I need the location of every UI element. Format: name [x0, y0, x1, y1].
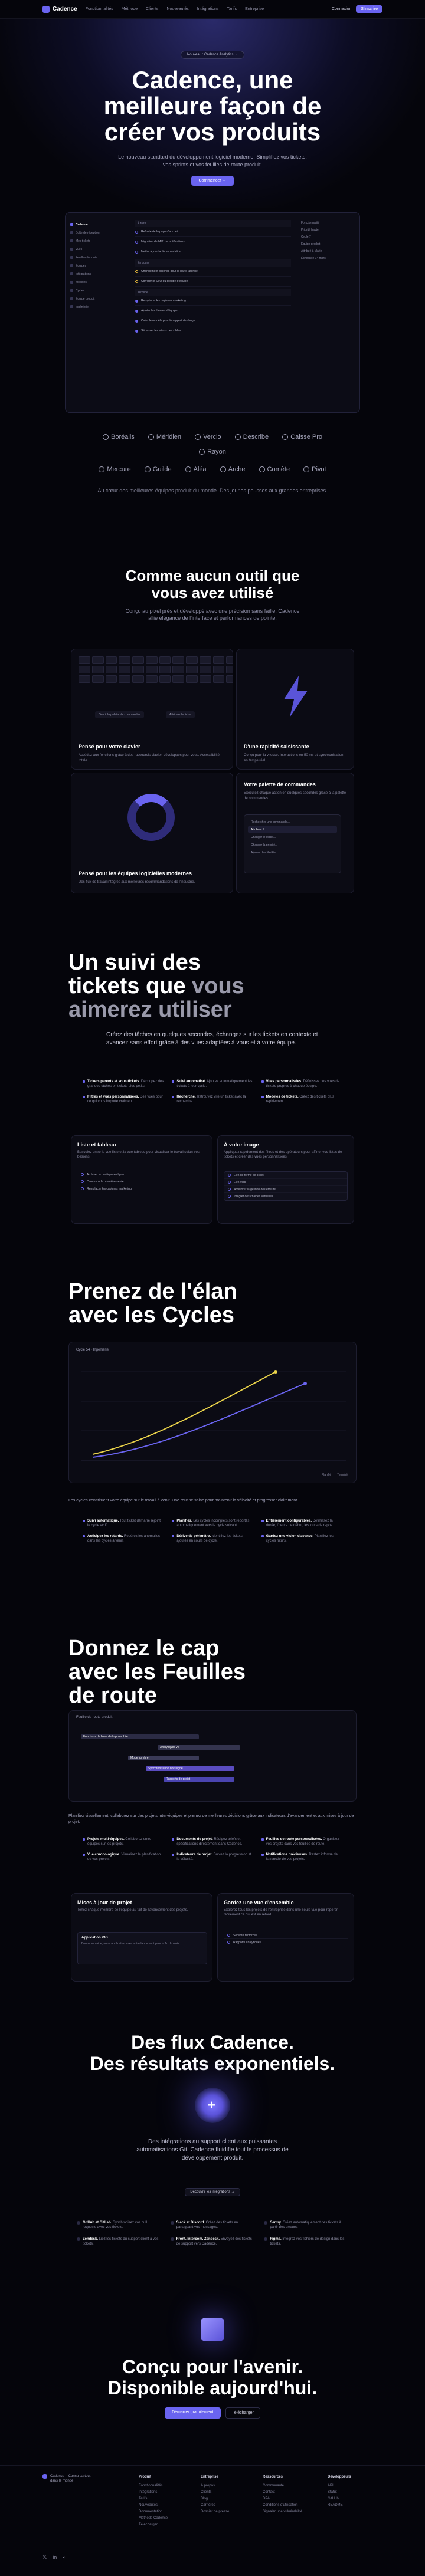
- mock-sidebar-item: Feuilles de route: [70, 255, 125, 260]
- customer-logo: Vercio: [195, 433, 221, 441]
- cycle-chart-panel: [68, 1342, 357, 1483]
- roadmap-bar: Analytiques v2: [158, 1745, 240, 1750]
- footer-link[interactable]: Conditions d'utilisation: [263, 2503, 298, 2507]
- hero-cta-button[interactable]: Commencer →: [191, 176, 233, 186]
- integrations-cta-button[interactable]: Découvrir les intégrations →: [185, 2188, 240, 2196]
- feature-item: Notifications précieuses. Restez informé de l'avancée de vos projets.: [261, 1852, 342, 1862]
- mock-detail-field: Attribué à Marie: [301, 249, 322, 253]
- integration-item: Sentry. Créez automatiquement des tickets à partir des erreurs.: [264, 2220, 348, 2230]
- footer-link[interactable]: Nouveautés: [139, 2503, 158, 2507]
- chart-legend: [322, 1473, 348, 1477]
- cycle-burnup-chart: [81, 1360, 346, 1466]
- nav-link-changelog[interactable]: Nouveautés: [166, 7, 189, 11]
- mock-detail-panel: [296, 213, 360, 412]
- feature-item: Suivi automatique. Tout ticket démarré rejoint le cycle actif.: [83, 1519, 164, 1528]
- footer-link[interactable]: README: [328, 2503, 343, 2507]
- project-update-card: [77, 1932, 207, 1964]
- project-name: Application iOS: [81, 1936, 108, 1940]
- feature-item: Projets multi-équipes. Collaborez entre équipes sur les projets.: [83, 1837, 164, 1846]
- panel-text: Tenez chaque membre de l'équipe au fait de l'avancement des projets.: [77, 1908, 188, 1912]
- roadmap-feature-grid: [83, 1837, 342, 1862]
- palette-item: Ajouter des libellés...: [251, 850, 279, 855]
- footer-link[interactable]: Fonctionnalités: [139, 2484, 163, 2488]
- nav-link-method[interactable]: Méthode: [121, 7, 138, 11]
- panel-title: À votre image: [224, 1142, 259, 1148]
- legend-completed: Terminé: [337, 1473, 348, 1477]
- panel-title: Gardez une vue d'ensemble: [224, 1900, 294, 1905]
- card-text: Conçu pour la vitesse. Interactions en 50 ms et synchronisation en temps réel.: [244, 754, 344, 763]
- footer-tagline: Cadence – Conçu partout dans le monde: [50, 2475, 91, 2483]
- customer-logo: Pivot: [303, 466, 326, 473]
- footer-col-company: Entreprise À propos Clients Blog Carrières Dossier de presse: [201, 2474, 229, 2515]
- footer-link[interactable]: Télécharger: [139, 2523, 158, 2526]
- integration-item: Front, Intercom, Zendesk. Envoyez des tickets de support vers Cadence.: [171, 2237, 255, 2246]
- section-made-title: Comme aucun outil que vous avez utilisé: [125, 567, 300, 602]
- panel-title: Mises à jour de projet: [77, 1900, 132, 1905]
- roadmap-bar: Synchronisation hors ligne: [146, 1766, 234, 1771]
- footer-col-product: Produit Fonctionnalités Intégrations Tarifs Nouveautés Documentation Méthode Cadence Télécharger: [139, 2474, 168, 2528]
- palette-item: Changer le statut...: [251, 835, 276, 839]
- mock-issue-row: Remplacer les captures marketing: [135, 296, 291, 306]
- integrations-cta-wrap: [0, 2185, 425, 2196]
- customer-logo: Mercure: [99, 466, 130, 473]
- section-flow-title: Des flux Cadence. Des résultats exponentiels.: [90, 2032, 335, 2074]
- panel-row: Archiver la boutique en ligne: [77, 1171, 207, 1178]
- mock-detail-field: Échéance 14 mars: [301, 257, 326, 260]
- footer-link[interactable]: Statut: [328, 2490, 337, 2494]
- integration-item: Figma. Intégrez vos fichiers de design dans les tickets.: [264, 2237, 348, 2246]
- linkedin-icon[interactable]: in: [53, 2554, 57, 2560]
- nav-link-integrations[interactable]: Intégrations: [197, 7, 219, 11]
- palette-item: Attribuer à...: [248, 826, 337, 833]
- project-update-text: Bonne semaine, notre application avec notre lancement pour la fin du mois.: [81, 1942, 181, 1946]
- app-screenshot: [65, 212, 360, 413]
- palette-search: Rechercher une commande...: [251, 820, 290, 824]
- legend-planned: Planifié: [321, 1473, 332, 1477]
- mock-detail-field: Cycle 7: [301, 235, 311, 239]
- footer-link[interactable]: GitHub: [328, 2497, 339, 2501]
- panel-text: Basculez entre la vue liste et la vue tableau pour visualiser le travail selon vos besoins.: [77, 1151, 200, 1159]
- feature-item: Vue chronologique. Visualisez la planification de vos projets.: [83, 1852, 164, 1862]
- feature-item: Indicateurs de projet. Suivez la progression et la vélocité.: [172, 1852, 253, 1862]
- project-row: Rapports analytiques: [224, 1939, 348, 1946]
- section-roadmap-lead: Planifiez visuellement, collaborez sur des projets inter-équipes et prenez de meilleures décisions grâce aux indicateurs d'avancement et aux mises à jour de projet.: [68, 1814, 354, 1824]
- ring-icon: [128, 794, 175, 841]
- customer-logos-row-1b: [0, 448, 425, 456]
- hero: [0, 19, 425, 208]
- customer-logo: Rayon: [199, 448, 226, 455]
- mock-group-header: À faire: [135, 220, 291, 227]
- mock-sidebar-item: Vues: [70, 247, 125, 252]
- mock-group-header: En cours: [135, 259, 291, 267]
- footer-col-developers: Développeurs API Statut GitHub README: [328, 2474, 351, 2509]
- footer-brand: [42, 2474, 96, 2483]
- footer-link[interactable]: Méthode Cadence: [139, 2516, 168, 2520]
- panel-overview: [217, 1893, 354, 1982]
- tickets-feature-grid: [83, 1079, 342, 1104]
- panel-custom-views: [217, 1135, 354, 1224]
- series-planned-line: [93, 1384, 305, 1457]
- feature-item: Entièrement configurables. Définissez la durée, l'heure de début, les jours de repos.: [261, 1519, 342, 1528]
- section-flow-lead: Des intégrations au support client aux puissantes automatisations Git, Cadence fluidifie tout le processus de développement produit.: [136, 2138, 289, 2161]
- mock-issue-row: Sécuriser les jetons des cibles: [135, 326, 291, 336]
- roadmap-bar: Mode sombre: [128, 1756, 199, 1760]
- footer-link[interactable]: DPA: [263, 2497, 270, 2501]
- panel-text: Explorez tous les projets de l'entreprise dans une seule vue pour repérer facilement ce qui est en retard.: [224, 1908, 338, 1917]
- section-tickets-lead: Créez des tâches en quelques secondes, échangez sur les tickets en contexte et avancez sans effort grâce à des vues adaptées à vous et à votre équipe.: [106, 1031, 318, 1046]
- mock-issue-row: Créer le modèle pour le rapport des bugs: [135, 316, 291, 326]
- panel-list-board: [71, 1135, 212, 1224]
- panel-row: Remplacer les captures marketing: [77, 1185, 207, 1192]
- section-roadmap-title: Donnez le cap avec les Feuilles de route: [68, 1636, 246, 1708]
- cube-icon: [201, 2318, 224, 2341]
- integration-item: Zendesk. Liez les tickets du support client à vos tickets.: [77, 2237, 161, 2246]
- footer-link[interactable]: Tarifs: [139, 2497, 148, 2501]
- filter-row: Lien vers: [224, 1179, 347, 1186]
- nav-link-pricing[interactable]: Tarifs: [227, 7, 237, 11]
- nav-link-features[interactable]: Fonctionnalités: [85, 7, 113, 11]
- customer-logo: Guilde: [145, 466, 172, 473]
- panel-text: Appliquez rapidement des filtres et des opérateurs pour affiner vos listes de tickets et créer des vues personnalisées.: [224, 1151, 342, 1159]
- brand-logo[interactable]: [42, 6, 77, 13]
- filter-dropdown: [224, 1171, 348, 1201]
- footer-link[interactable]: Communauté: [263, 2484, 285, 2488]
- filter-row: Améliorer la gestion des erreurs: [224, 1186, 347, 1193]
- mock-issue-row: Mettre à jour la documentation: [135, 247, 291, 257]
- footer: [0, 2465, 425, 2576]
- keyboard-illustration: [79, 656, 233, 683]
- cycle-chart-title: Cycle 54 · Ingénierie: [76, 1348, 109, 1352]
- announcement-pill[interactable]: Nouveau : Cadence Analytics →: [181, 51, 244, 59]
- x-icon[interactable]: 𝕏: [42, 2554, 47, 2560]
- roadmap-bar: Fonctions de base de l'app mobile: [81, 1734, 199, 1739]
- top-nav: [0, 0, 425, 19]
- lightning-icon: [281, 676, 310, 717]
- roadmap-bar: Rapports de projet: [164, 1777, 234, 1782]
- shortcut-hint: Attribuer le ticket: [166, 711, 195, 718]
- hero-title: Cadence, une meilleure façon de créer vos produits: [103, 66, 322, 146]
- feature-item: Gardez une vision d'avance. Planifiez les cycles futurs.: [261, 1534, 342, 1543]
- mock-issue-row: Ajouter les thèmes d'équipe: [135, 306, 291, 316]
- card-text: Accédez aux fonctions grâce à des raccourcis clavier, développés pour vous. Accessibilité totale.: [79, 754, 220, 763]
- card-keyboard: [71, 649, 233, 770]
- login-link[interactable]: Connexion: [331, 7, 352, 11]
- card-title: Pensé pour votre clavier: [79, 744, 140, 750]
- command-palette: [244, 814, 341, 873]
- mock-issue-row: Refonte de la page d'accueil: [135, 227, 291, 237]
- nav-link-enterprise[interactable]: Entreprise: [245, 7, 264, 11]
- signup-button[interactable]: S'inscrire: [356, 5, 382, 13]
- mock-issue-row: Migration de l'API de notifications: [135, 237, 291, 247]
- panel-project-updates: [71, 1893, 212, 1982]
- card-command-palette: [236, 773, 354, 893]
- mock-workspace: Cadence: [70, 222, 125, 227]
- palette-item: Changer la priorité...: [251, 843, 278, 847]
- footer-link[interactable]: Blog: [201, 2497, 208, 2501]
- card-title: Votre palette de commandes: [244, 781, 316, 787]
- footer-link[interactable]: Carrières: [201, 2503, 215, 2507]
- footer-link[interactable]: Contact: [263, 2490, 275, 2494]
- card-text: Exécutez chaque action en quelques secondes grâce à la palette de commandes.: [244, 791, 346, 800]
- customer-logos-row-1: [0, 433, 425, 442]
- feature-item: Dérive de périmètre. Identifiez les tickets ajoutés en cours de cycle.: [172, 1534, 253, 1543]
- customer-logo: Comète: [259, 466, 290, 473]
- final-cta-buttons: [0, 2407, 425, 2419]
- footer-link[interactable]: Documentation: [139, 2510, 163, 2513]
- footer-link[interactable]: API: [328, 2484, 334, 2488]
- integrations-grid: [77, 2220, 348, 2246]
- footer-link[interactable]: Clients: [201, 2490, 212, 2494]
- customer-logo: Describe: [235, 433, 269, 441]
- feature-item: Modèles de tickets. Créez des tickets plus rapidement.: [261, 1095, 342, 1104]
- feature-item: Tickets parents et sous-tickets. Découpez des grandes tâches en tickets plus petits.: [83, 1079, 164, 1089]
- brand-name: Cadence: [53, 6, 77, 12]
- feature-item: Recherche. Retrouvez vite un ticket avec la recherche.: [172, 1095, 253, 1104]
- nav-link-customers[interactable]: Clients: [146, 7, 159, 11]
- footer-logo-icon: [42, 2474, 47, 2479]
- section-tickets-title: Un suivi des tickets que vous aimerez utiliser: [68, 950, 244, 1022]
- card-title: D'une rapidité saisissante: [244, 744, 309, 750]
- mock-sidebar-item: Boîte de réception: [70, 230, 125, 235]
- integration-item: GitHub et GitLab. Synchronisez vos pull requests avec vos tickets.: [77, 2220, 161, 2230]
- feature-item: Suivi automatisé. Ajoutez automatiquement les tickets à leur cycle.: [172, 1079, 253, 1089]
- mock-detail-field: Priorité haute: [301, 228, 319, 232]
- filter-row: Intégrer des chaines virtuelles: [224, 1193, 347, 1200]
- mock-sidebar-item: Mes tickets: [70, 238, 125, 244]
- logo-icon: [42, 6, 50, 13]
- cycles-feature-grid: [83, 1519, 342, 1543]
- customer-logos-row-2: [0, 466, 425, 474]
- plus-orb-icon: +: [195, 2088, 230, 2123]
- final-cta-title: Conçu pour l'avenir. Disponible aujourd'hui.: [107, 2356, 318, 2398]
- feature-item: Feuilles de route personnalisées. Organisez vos projets dans vos feuilles de route.: [261, 1837, 342, 1846]
- card-speed: [236, 649, 354, 770]
- customer-logo: Arche: [220, 466, 246, 473]
- nav-links: [86, 7, 264, 11]
- feature-item: Documents de projet. Rédigez briefs et spécifications directement dans Cadence.: [172, 1837, 253, 1846]
- mock-sidebar-item: Ingénierie: [70, 304, 125, 310]
- panel-row: Concevoir la première vente: [77, 1178, 207, 1185]
- mock-sidebar-item: Équipe produit: [70, 296, 125, 301]
- download-button[interactable]: Télécharger: [225, 2407, 260, 2419]
- section-cycles-lead: Les cycles constituent votre équipe sur le travail à venir. Une routine saine pour maintenir la vélocité et progresser clairement.: [68, 1499, 299, 1503]
- mock-sidebar-item: Intégrations: [70, 271, 125, 277]
- footer-col-resources: Ressources Communauté Contact DPA Conditions d'utilisation Signaler une vulnérabilité: [263, 2474, 302, 2515]
- section-made-subtitle: Conçu au pixel près et développé avec une précision sans faille, Cadence allie élégance de l'interface et performances de pointe.: [125, 608, 300, 621]
- mock-group-header: Terminé: [135, 289, 291, 296]
- mock-detail-field: Équipe produit: [301, 242, 321, 246]
- filter-row: Lien de forme de ticket: [224, 1172, 347, 1179]
- customer-logo: Méridien: [148, 433, 181, 441]
- roadmap-title: Feuille de route produit: [76, 1716, 113, 1719]
- panel-title: Liste et tableau: [77, 1142, 116, 1148]
- mock-detail-field: Fonctionnalité: [301, 221, 320, 225]
- shortcut-hint: Ouvrir la palette de commandes: [95, 711, 144, 718]
- mock-issue-row: Corriger le SSO du groupe d'équipe: [135, 277, 291, 287]
- customer-logo: Boréalis: [103, 433, 135, 441]
- social-links: [42, 2554, 66, 2561]
- feature-item: Filtres et vues personnalisées. Des vues pour ce qui vous importe vraiment.: [83, 1095, 164, 1104]
- integration-item: Slack et Discord. Créez des tickets en partageant vos messages.: [171, 2220, 255, 2230]
- hero-subtitle: Le nouveau standard du développement logiciel moderne. Simplifiez vos tickets, vos sprints et vos feuilles de route produit.: [118, 154, 307, 167]
- card-modern-teams: [71, 773, 233, 893]
- mock-sidebar-item: Modèles: [70, 280, 125, 285]
- project-list: [224, 1932, 348, 1946]
- feature-item: Planifiés. Les cycles incomplets sont reportés automatiquement vers le cycle suivant.: [172, 1519, 253, 1528]
- footer-link[interactable]: Signaler une vulnérabilité: [263, 2510, 303, 2513]
- footer-link[interactable]: Intégrations: [139, 2490, 158, 2494]
- mock-sidebar-item: Cycles: [70, 288, 125, 293]
- mock-issue-row: Changement d'icônes pour la barre latérale: [135, 267, 291, 277]
- customer-logo: Caisse Pro: [282, 433, 322, 441]
- footer-link[interactable]: À propos: [201, 2484, 215, 2488]
- start-free-button[interactable]: Démarrer gratuitement: [165, 2407, 220, 2419]
- footer-link[interactable]: Dossier de presse: [201, 2510, 230, 2513]
- customer-logo: Aléa: [185, 466, 207, 473]
- mock-sidebar-item: Équipes: [70, 263, 125, 268]
- roadmap-panel: [68, 1710, 357, 1802]
- card-text: Des flux de travail intégrés aux meilleures recommandations de l'industrie.: [79, 880, 195, 884]
- logos-caption: Au cœur des meilleures équipes produit du monde. Des jeunes pousses aux grandes entreprises.: [97, 488, 328, 494]
- card-title: Pensé pour les équipes logicielles modernes: [79, 870, 192, 876]
- panel-list: [77, 1171, 207, 1192]
- feature-item: Vues personnalisées. Définissez des vues de tickets propres à chaque équipe.: [261, 1079, 342, 1089]
- series-completed-line: [93, 1372, 276, 1454]
- mock-issue-list: [130, 213, 296, 412]
- project-row: Sécurité renforcée: [224, 1932, 348, 1939]
- section-cycles-title: Prenez de l'élan avec les Cycles: [68, 1279, 237, 1328]
- feature-item: Anticipez les retards. Repérez les anomalies dans les cycles à venir.: [83, 1534, 164, 1543]
- mock-sidebar: [66, 213, 130, 412]
- github-icon[interactable]: ◐: [63, 2554, 66, 2560]
